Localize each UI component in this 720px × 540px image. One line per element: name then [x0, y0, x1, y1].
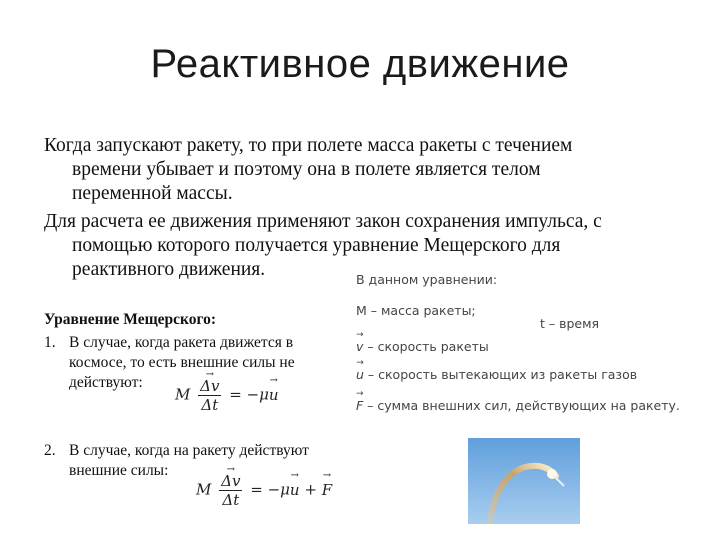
- formula-mass: M: [196, 480, 212, 499]
- formula-force: → F: [322, 481, 332, 499]
- legend-force: [356, 398, 680, 413]
- rocket-launch-photo: [468, 438, 580, 524]
- equation-heading: Уравнение Мещерского:: [44, 311, 217, 328]
- formula-plus: +: [304, 480, 317, 499]
- formula-mass: M: [175, 385, 191, 404]
- formula-u: → u: [290, 481, 300, 499]
- legend-time: t – время: [540, 316, 600, 331]
- formula-rhs: = −μ: [250, 480, 290, 499]
- legend-text: – скорость ракеты: [363, 339, 489, 354]
- paragraph-line: переменной массы.: [72, 183, 233, 204]
- formula-dv: → Δv: [221, 472, 240, 490]
- case-line: космосе, то есть внешние силы не: [69, 354, 295, 371]
- case-line: В случае, когда на ракету действуют: [69, 442, 309, 459]
- legend-text: – скорость вытекающих из ракеты газов: [363, 367, 638, 382]
- formula-dt: Δt: [222, 491, 240, 509]
- formula-fraction: [198, 377, 221, 414]
- case-line: действуют:: [69, 374, 143, 391]
- sky-background: [468, 438, 580, 524]
- legend-gas-velocity: [356, 367, 637, 382]
- case-line: В случае, когда ракета движется в: [69, 334, 294, 351]
- formula-dt: Δt: [201, 396, 219, 414]
- legend-text: – сумма внешних сил, действующих на ракету.: [363, 398, 680, 413]
- paragraph-line: Когда запускают ракету, то при полете масса ракеты с течением: [44, 135, 573, 156]
- legend-symbol: → u: [356, 367, 364, 382]
- meshchersky-formula-1: [175, 377, 279, 414]
- formula-u: → u: [269, 386, 279, 404]
- legend-title: В данном уравнении:: [356, 272, 498, 287]
- legend-velocity: [356, 339, 489, 354]
- paragraph-line: реактивного движения.: [72, 259, 266, 280]
- legend-symbol: → F: [356, 398, 363, 413]
- legend-mass: М – масса ракеты;: [356, 303, 476, 318]
- meshchersky-formula-2: [196, 472, 332, 509]
- formula-dv: → Δv: [200, 377, 219, 395]
- paragraph-line: Для расчета ее движения применяют закон сохранения импульса, с: [44, 211, 602, 232]
- paragraph-line: помощью которого получается уравнение Мещерского для: [72, 235, 561, 256]
- paragraph-line: времени убывает и поэтому она в полете является телом: [72, 159, 541, 180]
- case-number: 2.: [44, 442, 56, 459]
- paragraph-rocket-mass: [44, 134, 684, 206]
- formula-fraction: [219, 472, 242, 509]
- slide-title: Реактивное движение: [150, 42, 570, 86]
- legend-symbol: → v: [356, 339, 363, 354]
- case-line: внешние силы:: [69, 462, 169, 479]
- formula-rhs: = −μ: [229, 385, 269, 404]
- case-number: 1.: [44, 334, 56, 351]
